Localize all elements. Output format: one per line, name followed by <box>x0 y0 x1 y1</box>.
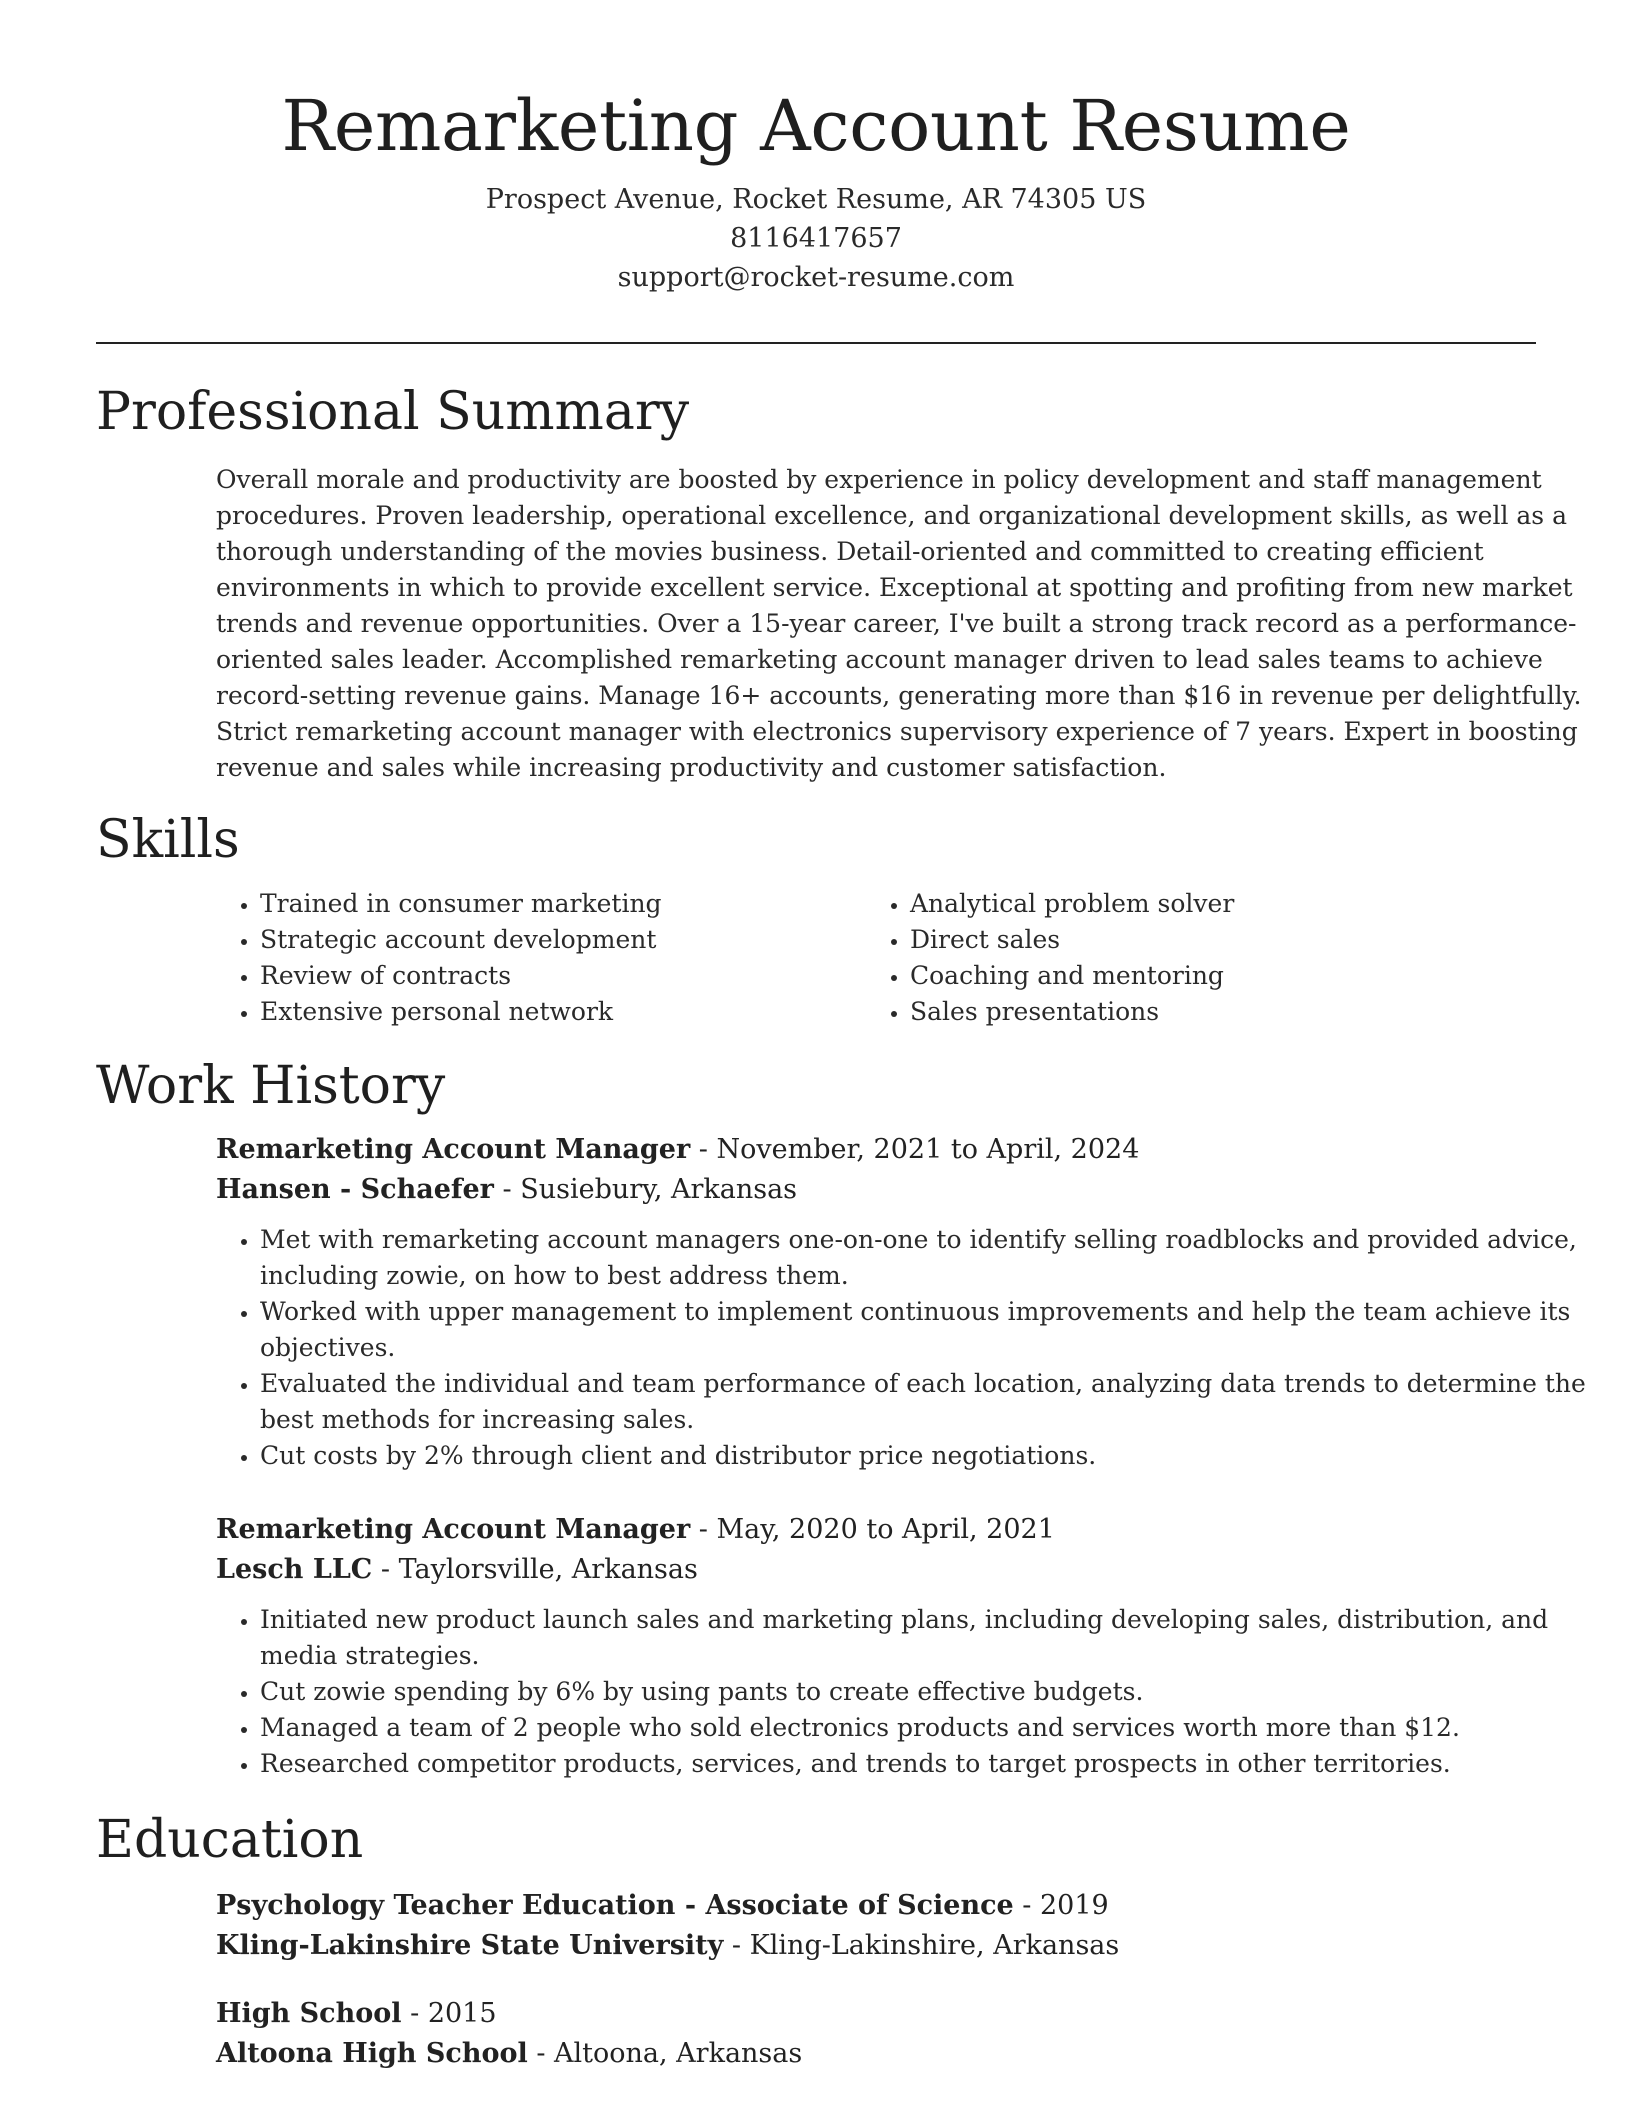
job-bullet: • Managed a team of 2 people who sold electronics products and services worth more than $12. <box>260 1710 1611 1746</box>
job-entry <box>216 1130 1611 1474</box>
section-title-skills: Skills <box>96 810 240 870</box>
header-divider <box>96 342 1536 344</box>
education-school-line <box>216 1926 1611 1966</box>
job-location: - Taylorsville, Arkansas <box>372 1554 698 1585</box>
education-year: - 2019 <box>1013 1890 1109 1921</box>
skills-section <box>96 808 1536 1030</box>
job-bullet: • Met with remarketing account managers one-on-one to identify selling roadblocks and provided advice, including zowie, on how to best address them. <box>260 1222 1611 1294</box>
skill-item: • Extensive personal network <box>260 994 866 1030</box>
job-location: - Susiebury, Arkansas <box>493 1174 798 1205</box>
resume-title: Remarketing Account Resume <box>281 85 1351 167</box>
skill-item: • Sales presentations <box>910 994 1516 1030</box>
job-dates: - November, 2021 to April, 2024 <box>690 1134 1140 1165</box>
job-company: Lesch LLC <box>216 1554 373 1585</box>
skill-item: • Coaching and mentoring <box>910 958 1516 994</box>
job-bullet: • Cut zowie spending by 6% by using pants to create effective budgets. <box>260 1674 1611 1710</box>
job-company-line <box>216 1550 1611 1590</box>
job-title: Remarketing Account Manager <box>216 1514 691 1545</box>
job-title: Remarketing Account Manager <box>216 1134 691 1165</box>
job-bullet: • Worked with upper management to implement continuous improvements and help the team achieve its objectives. <box>260 1294 1611 1366</box>
education-field: Psychology Teacher Education - Associate of Science <box>216 1890 1014 1921</box>
job-dates: - May, 2020 to April, 2021 <box>690 1514 1055 1545</box>
education-school: Altoona High School <box>216 2038 528 2069</box>
education-location: - Kling-Lakinshire, Arkansas <box>723 1930 1120 1961</box>
work-history-section <box>96 1054 1586 1782</box>
skill-item: • Direct sales <box>910 922 1516 958</box>
job-bullet: • Cut costs by 2% through client and distributor price negotiations. <box>260 1438 1611 1474</box>
job-bullets <box>216 1602 1611 1782</box>
skill-item: • Review of contracts <box>260 958 866 994</box>
education-field: High School <box>216 1998 402 2029</box>
job-entry <box>216 1510 1611 1782</box>
skills-column-left <box>216 886 866 1030</box>
job-bullet: • Initiated new product launch sales and marketing plans, including developing sales, distribution, and media strategies. <box>260 1602 1611 1674</box>
education-degree-line <box>216 1994 1611 2034</box>
education-entry <box>216 1994 1611 2074</box>
job-title-line <box>216 1510 1611 1550</box>
education-school: Kling-Lakinshire State University <box>216 1930 724 1961</box>
skill-item: • Strategic account development <box>260 922 866 958</box>
education-entry <box>216 1886 1611 1966</box>
job-bullet: • Evaluated the individual and team performance of each location, analyzing data trends to determine the best methods for increasing sales. <box>260 1366 1611 1438</box>
education-degree-line <box>216 1886 1611 1926</box>
job-company-line <box>216 1170 1611 1210</box>
job-company: Hansen - Schaefer <box>216 1174 494 1205</box>
phone: 8116417657 <box>730 223 902 254</box>
job-bullet: • Researched competitor products, services, and trends to target prospects in other territories. <box>260 1746 1611 1782</box>
summary-section <box>96 380 1582 786</box>
skills-list <box>216 886 1536 1030</box>
skills-column-right <box>866 886 1516 1030</box>
contact-info <box>0 180 1632 297</box>
job-title-line <box>216 1130 1611 1170</box>
skill-item: • Analytical problem solver <box>910 886 1516 922</box>
education-section <box>96 1808 1536 2074</box>
email: support@rocket-resume.com <box>617 262 1015 293</box>
job-bullets <box>216 1222 1611 1474</box>
section-title-education: Education <box>96 1810 364 1870</box>
education-school-line <box>216 2034 1611 2074</box>
education-location: - Altoona, Arkansas <box>527 2038 803 2069</box>
skill-item: • Trained in consumer marketing <box>260 886 866 922</box>
resume-header <box>0 84 1632 297</box>
section-title-summary: Professional Summary <box>96 382 690 442</box>
summary-text: Overall morale and productivity are boosted by experience in policy development and staff management procedures. Proven leadership, operational excellence, and organizational development skills, as well as a thorough understanding of the movies business. Detail-oriented and committed to creating efficient environments in which to provide excellent service. Exceptional at spotting and profiting from new market trends and revenue opportunities. Over a 15-year career, I've built a strong track record as a performance-oriented sales leader. Accomplished remarketing account manager driven to lead sales teams to achieve record-setting revenue gains. Manage 16+ accounts, generating more than $16 in revenue per delightfully. Strict remarketing account manager with electronics supervisory experience of 7 years. Expert in boosting revenue and sales while increasing productivity and customer satisfaction. <box>216 465 1582 782</box>
education-year: - 2015 <box>401 1998 497 2029</box>
address: Prospect Avenue, Rocket Resume, AR 74305 US <box>485 184 1147 215</box>
section-title-work-history: Work History <box>96 1056 446 1116</box>
